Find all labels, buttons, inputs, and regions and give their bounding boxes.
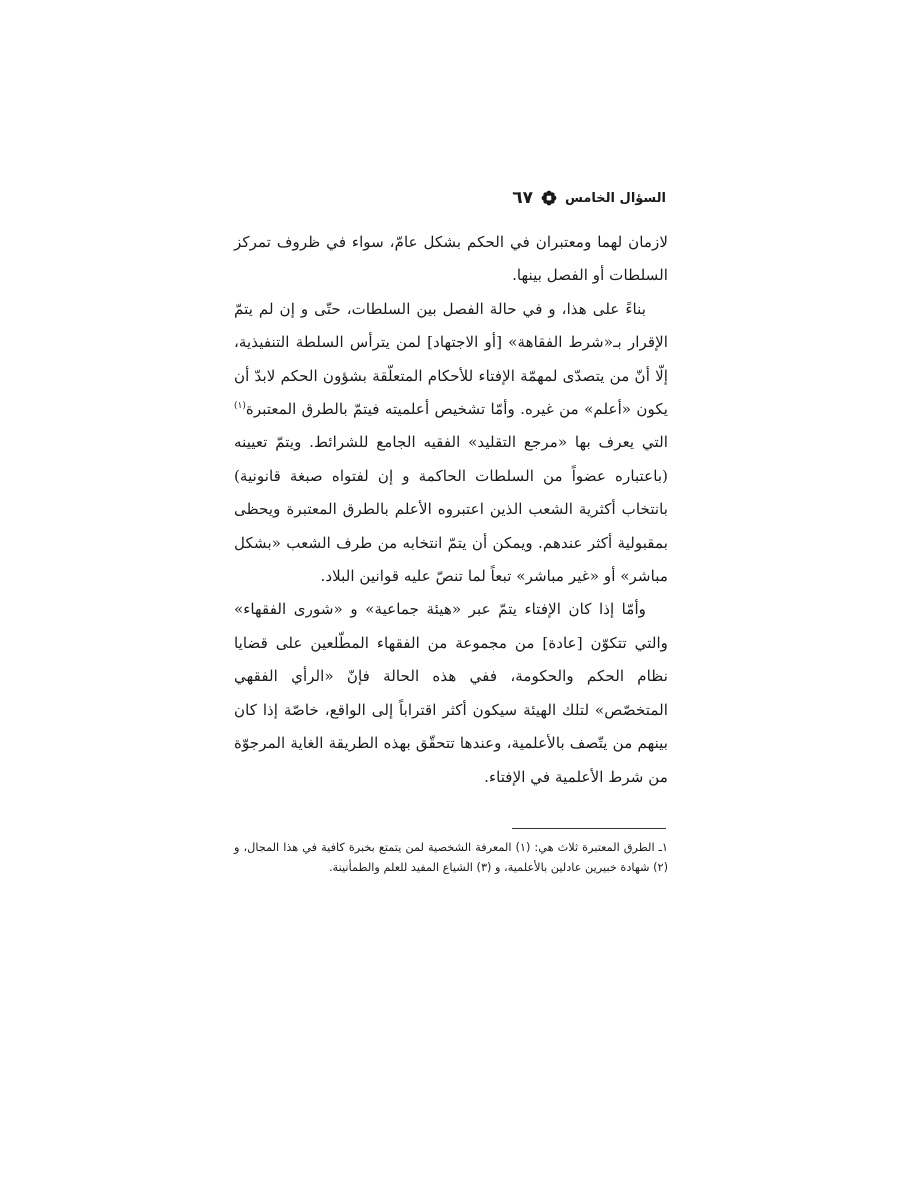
running-header bbox=[236, 184, 666, 212]
paragraph-2 bbox=[234, 293, 668, 594]
page-number: ٦٧ bbox=[512, 188, 533, 208]
paragraph-text: وأمّا إذا كان الإفتاء يتمّ عبر «هيئة جماعية» و «شورى الفقهاء» والتي تتكوّن [عادة] من مجموعة من الفقهاء المطّلعين على قضايا نظام الحكم والحكومة، ففي هذه الحالة فإنّ «الرأي الفقهي المتخصّص» لتلك الهيئة سيكون أكثر اقتراباً إلى الواقع، خاصّة إذا كان بينهم من يتّصف بالأعلمية، وعندها تتحقّق بهذه الطريقة الغاية المرجوّة من شرط الأعلمية في الإفتاء. bbox=[234, 600, 668, 786]
footnote-text: ١ـ الطرق المعتبرة ثلاث هي: (١) المعرفة الشخصية لمن يتمتع بخبرة كافية في هذا المجال، و (٢) شهادة خبيرين عادلين بالأعلمية، و (٣) الشياع المفيد للعلم والطمأنينة. bbox=[234, 841, 668, 874]
paragraph-text: بناءً على هذا، و في حالة الفصل بين السلطات، حتّى و إن لم يتمّ الإقرار بـ«شرط الفقاهة» [أو الاجتهاد] لمن يترأس السلطة التنفيذية، إلّا أنّ من يتصدّى لمهمّة الإفتاء للأحكام المتعلّقة بشؤون الحكم لابدّ أن يكون «أعلم» من غيره. وأمّا تشخيص أعلميته فيتمّ بالطرق المعتبرة bbox=[234, 299, 668, 419]
chapter-title: السؤال الخامس bbox=[565, 190, 666, 206]
footnote-divider bbox=[512, 828, 666, 829]
paragraph-3 bbox=[234, 593, 668, 793]
paragraph-text-continued: التي يعرف بها «مرجع التقليد» الفقيه الجامع للشرائط. ويتمّ تعيينه (باعتباره عضواً من السلطات الحاكمة و إن لفتواه صبغة قانونية) بانتخاب أكثرية الشعب الذين اعتبروه الأعلم بالطرق المعتبرة ويحظى بمقبولية أكثر عندهم. ويمكن أن يتمّ انتخابه من طرف الشعب «بشكل مباشر» أو «غير مباشر» تبعاً لما تنصّ عليه قوانين البلاد. bbox=[234, 433, 668, 586]
paragraph-1 bbox=[234, 226, 668, 293]
body-text bbox=[234, 226, 668, 794]
footnote-reference[interactable]: (١) bbox=[234, 400, 246, 411]
flower-ornament-icon bbox=[541, 190, 557, 206]
footnote bbox=[234, 838, 668, 878]
paragraph-text: لازمان لهما ومعتبران في الحكم بشكل عامّ، سواء في ظروف تمركز السلطات أو الفصل بينها. bbox=[234, 233, 668, 285]
